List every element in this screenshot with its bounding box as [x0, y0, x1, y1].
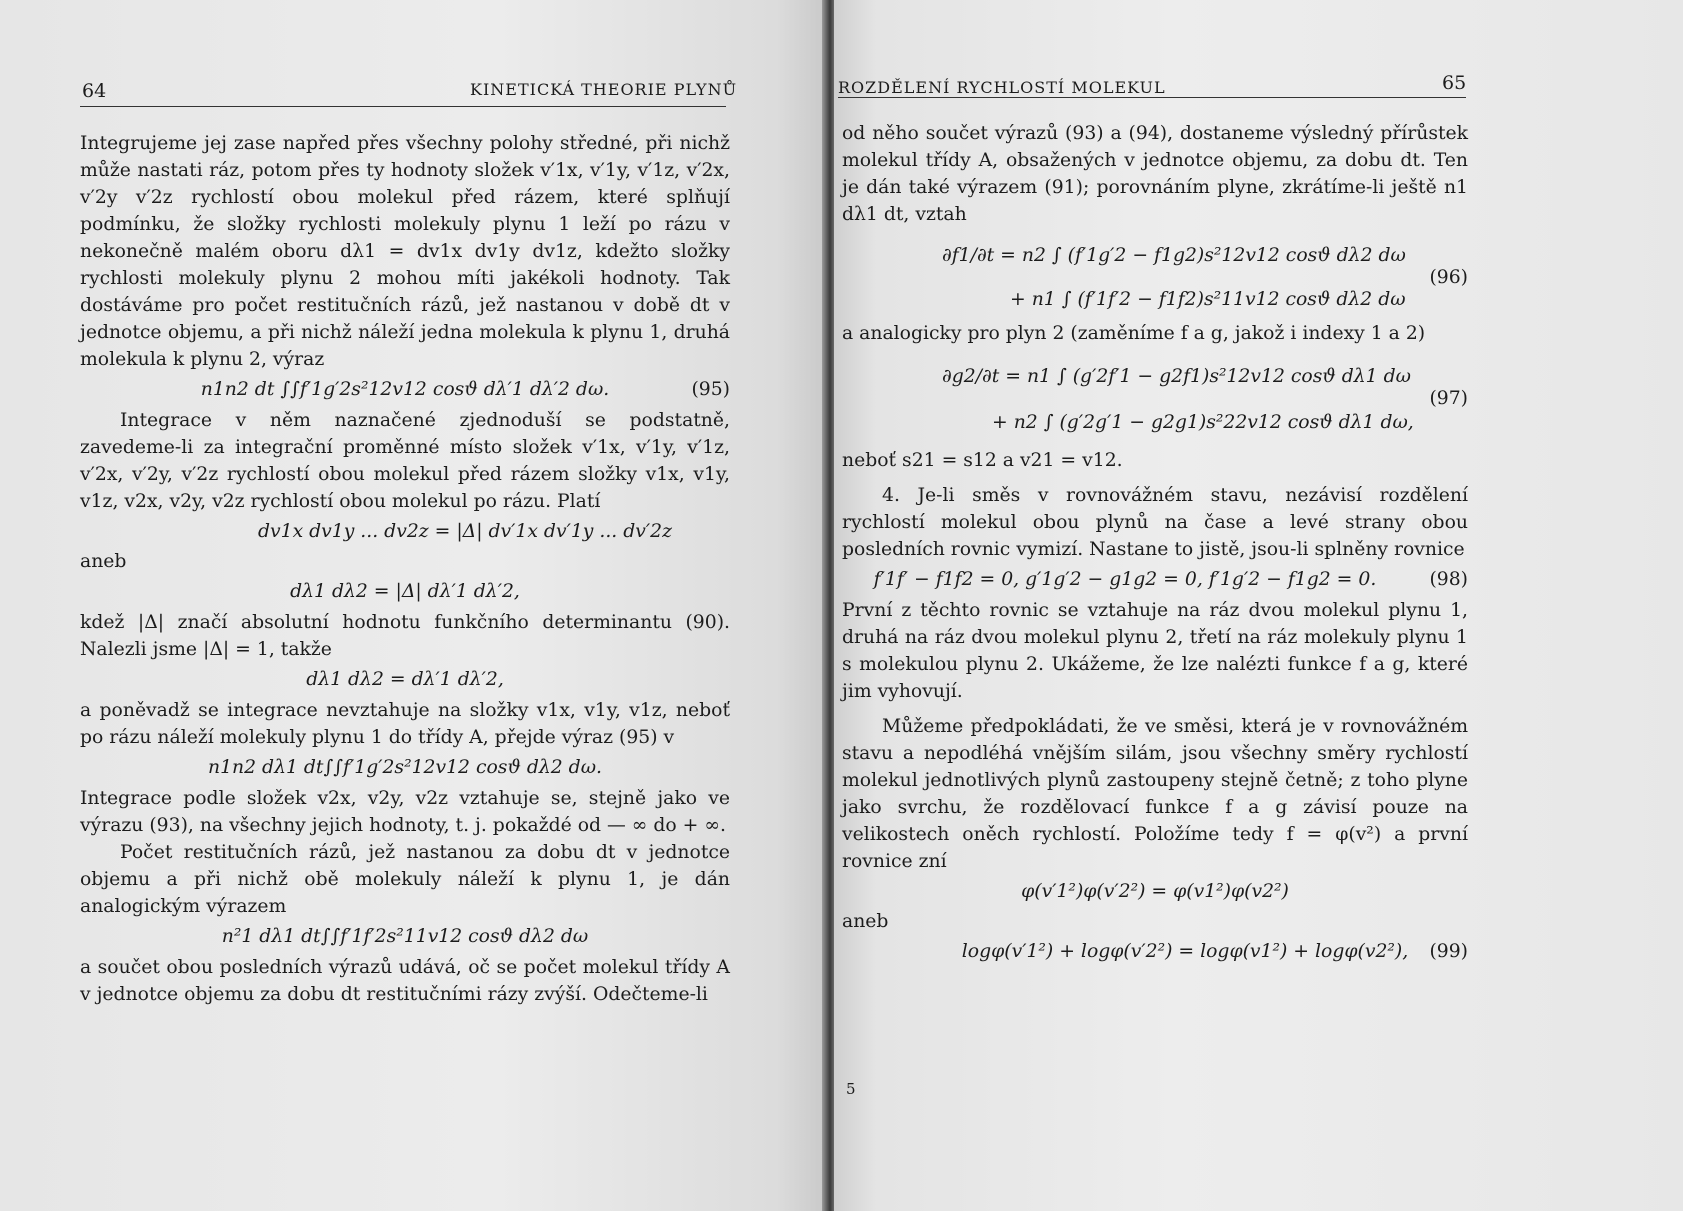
equation-transformed-95: n1n2 dλ1 dt∫∫f′1g′2s²12v12 cosϑ dλ2 dω.	[207, 757, 602, 778]
equation-dlambda-delta: dλ1 dλ2 = |Δ| dλ′1 dλ′2,	[290, 581, 520, 602]
left-paragraph-6: Počet restitučních rázů, jež nastanou za dobu dt v jednotce objemu a při nichž obě molekuly náleží k plynu 1, je dán analogickým výrazem	[80, 842, 730, 917]
right-paragraph-6: Můžeme předpokládati, že ve směsi, která je v rovnovážném stavu a nepodléhá vnějším silám, jsou všechny směry rychlostí molekul jednotlivých plynů zastoupeny stejně četně; z toho plyne jako svrchu, že rozdělovací funkce f a g závisí pouze na velikostech oněch rychlostí. Položíme tedy f = φ(v²) a první rovnice zní	[842, 716, 1468, 872]
equation-dlambda-equal: dλ1 dλ2 = dλ′1 dλ′2,	[306, 669, 504, 690]
equation-phi-product: φ(v′1²)φ(v′2²) = φ(v1²)φ(v2²)	[1021, 881, 1289, 902]
left-page	[0, 0, 826, 1211]
right-running-head: ROZDĚLENÍ RYCHLOSTÍ MOLEKUL	[838, 78, 1166, 97]
right-paragraph-5: První z těchto rovnic se vztahuje na ráz dvou molekul plynu 1, druhá na ráz dvou molekul plynu 2, třetí na ráz molekuly plynu 1 s molekulou plynu 2. Ukážeme, že lze nalézti funkce f a g, které jim vyhovují.	[842, 600, 1468, 702]
left-page-number: 64	[82, 80, 107, 102]
left-running-head: KINETICKÁ THEORIE PLYNŮ	[470, 80, 738, 99]
right-text-block	[842, 120, 1468, 969]
right-paragraph-4: 4. Je-li směs v rovnovážném stavu, nezávisí rozdělení rychlostí molekul obou plynů na čase a levé strany obou posledních rovnic vymizí. Nastane to jistě, jsou-li splněny rovnice	[842, 485, 1468, 560]
right-paragraph-3: neboť s21 = s12 a v21 = v12.	[842, 450, 1123, 471]
right-page-number: 65	[1442, 72, 1467, 94]
aneb-label-left: aneb	[80, 551, 127, 572]
equation-96: ∂f1/∂t = n2 ∫ (f′1g′2 − f1g2)s²12v12 cosϑ dλ2 dω + n1 ∫ (f′1f′2 − f1f2)s²11v12 cosϑ dλ2 dω (96)	[942, 245, 1468, 310]
equation-99: logφ(v′1²) + logφ(v′2²) = logφ(v1²) + logφ(v2²), (99)	[961, 941, 1468, 962]
left-paragraph-7: a součet obou posledních výrazů udává, oč se počet molekul třídy A v jednotce objemu za dobu dt restitučními rázy zvýší. Odečteme-li	[80, 957, 730, 1005]
right-paragraph-2: a analogicky pro plyn 2 (zaměníme f a g, jakož i indexy 1 a 2)	[842, 323, 1426, 344]
signature-mark: 5	[846, 1080, 856, 1098]
right-paragraph-1: od něho součet výrazů (93) a (94), dostaneme výsledný přírůstek molekul třídy A, obsažených v jednotce objemu, za dobu dt. Ten je dán také výrazem (91); porovnáním plyne, zkrátíme-li ještě n1 dλ1 dt, vztah	[842, 123, 1468, 225]
left-paragraph-3: kdež |Δ| značí absolutní hodnotu funkčního determinantu (90). Nalezli jsme |Δ| = 1, takže	[80, 612, 730, 660]
equation-jacobian: dv1x dv1y ... dv2z = |Δ| dv′1x dv′1y ... dv′2z	[258, 521, 672, 542]
equation-98: f′1f′ − f1f2 = 0, g′1g′2 − g1g2 = 0, f′1g′2 − f1g2 = 0. (98)	[873, 569, 1468, 590]
left-paragraph-1: Integrujeme jej zase napřed přes všechny polohy středné, při nichž může nastati ráz, potom přes ty hodnoty složek v′1x, v′1y, v′1z, v′2x, v′2y v′2z rychlostí obou molekul před rázem, které splňují podmínku, že složky rychlosti molekuly plynu 1 leží po rázu v nekonečně malém oboru dλ1 = dv1x dv1y dv1z, kdežto složky rychlosti molekuly plynu 2 mohou míti jakékoli hodnoty. Tak dostáváme pro počet restitučních rázů, jež nastanou v době dt v jednotce objemu, a při nichž náleží jedna molekula k plynu 1, druhá molekula k plynu 2, výraz	[80, 133, 730, 370]
equation-95: n1n2 dt ∫∫f′1g′2s²12v12 cosϑ dλ′1 dλ′2 dω. (95)	[200, 379, 730, 400]
equation-97: ∂g2/∂t = n1 ∫ (g′2f′1 − g2f1)s²12v12 cosϑ dλ1 dω + n2 ∫ (g′2g′1 − g2g1)s²22v12 cosϑ dλ1 dω, (97)	[942, 366, 1468, 433]
left-text-block	[80, 130, 730, 1008]
left-paragraph-5: Integrace podle složek v2x, v2y, v2z vztahuje se, stejně jako ve výrazu (93), na všechny jejich hodnoty, t. j. pokaždé od — ∞ do + ∞.	[80, 788, 730, 836]
equation-restitution-plyn1: n²1 dλ1 dt∫∫f′1f′2s²11v12 cosϑ dλ2 dω	[221, 926, 589, 947]
aneb-label-right: aneb	[842, 911, 889, 932]
left-paragraph-2: Integrace v něm naznačené zjednoduší se podstatně, zavedeme-li za integrační proměnné místo složek v′1x, v′1y, v′1z, v′2x, v′2y, v′2z rychlostí obou molekul před rázem složky v1x, v1y, v1z, v2x, v2y, v2z rychlostí obou molekul po rázu. Platí	[80, 410, 730, 512]
right-page	[834, 0, 1683, 1211]
right-header-rule	[838, 97, 1466, 98]
left-paragraph-4: a poněvadž se integrace nevztahuje na složky v1x, v1y, v1z, neboť po rázu náleží molekuly plynu 1 do třídy A, přejde výraz (95) v	[80, 700, 730, 748]
left-header-rule	[80, 106, 726, 107]
